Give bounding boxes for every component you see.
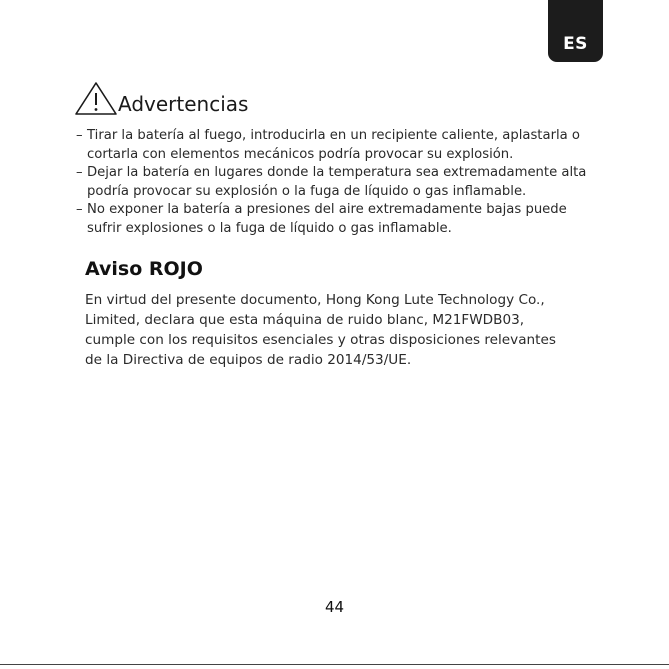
language-tab: ES	[548, 0, 603, 62]
red-notice-line: Limited, declara que esta máquina de ruido blanc, M21FWDB03,	[85, 312, 525, 328]
bullet-dash: –	[76, 202, 83, 217]
red-notice-line: de la Directiva de equipos de radio 2014/53/UE.	[85, 352, 412, 368]
warning-item	[76, 127, 621, 164]
bottom-divider	[0, 664, 669, 665]
warnings-heading	[74, 80, 248, 116]
bullet-dash: –	[76, 128, 83, 143]
red-notice-body	[85, 290, 605, 370]
warning-line: No exponer la batería a presiones del aire extremadamente bajas puede	[87, 202, 567, 217]
red-notice-line: cumple con los requisitos esenciales y otras disposiciones relevantes	[85, 332, 556, 348]
page-number: 44	[324, 598, 345, 616]
warning-line: Tirar la batería al fuego, introducirla en un recipiente caliente, aplastarla o	[87, 128, 580, 143]
warning-line: Dejar la batería en lugares donde la temperatura sea extremadamente alta	[87, 165, 587, 180]
warning-line: podría provocar su explosión o la fuga de líquido o gas inflamable.	[87, 183, 527, 199]
warning-line: sufrir explosiones o la fuga de líquido o gas inflamable.	[87, 220, 452, 236]
warning-item	[76, 201, 621, 238]
warning-item	[76, 164, 621, 201]
warning-triangle-icon	[74, 80, 118, 116]
red-notice-title: Aviso ROJO	[85, 258, 203, 280]
warnings-title: Advertencias	[118, 92, 249, 116]
warnings-list	[76, 127, 621, 238]
bullet-dash: –	[76, 165, 83, 180]
red-notice-line: En virtud del presente documento, Hong Kong Lute Technology Co.,	[85, 292, 545, 308]
warning-line: cortarla con elementos mecánicos podría provocar su explosión.	[87, 146, 514, 162]
